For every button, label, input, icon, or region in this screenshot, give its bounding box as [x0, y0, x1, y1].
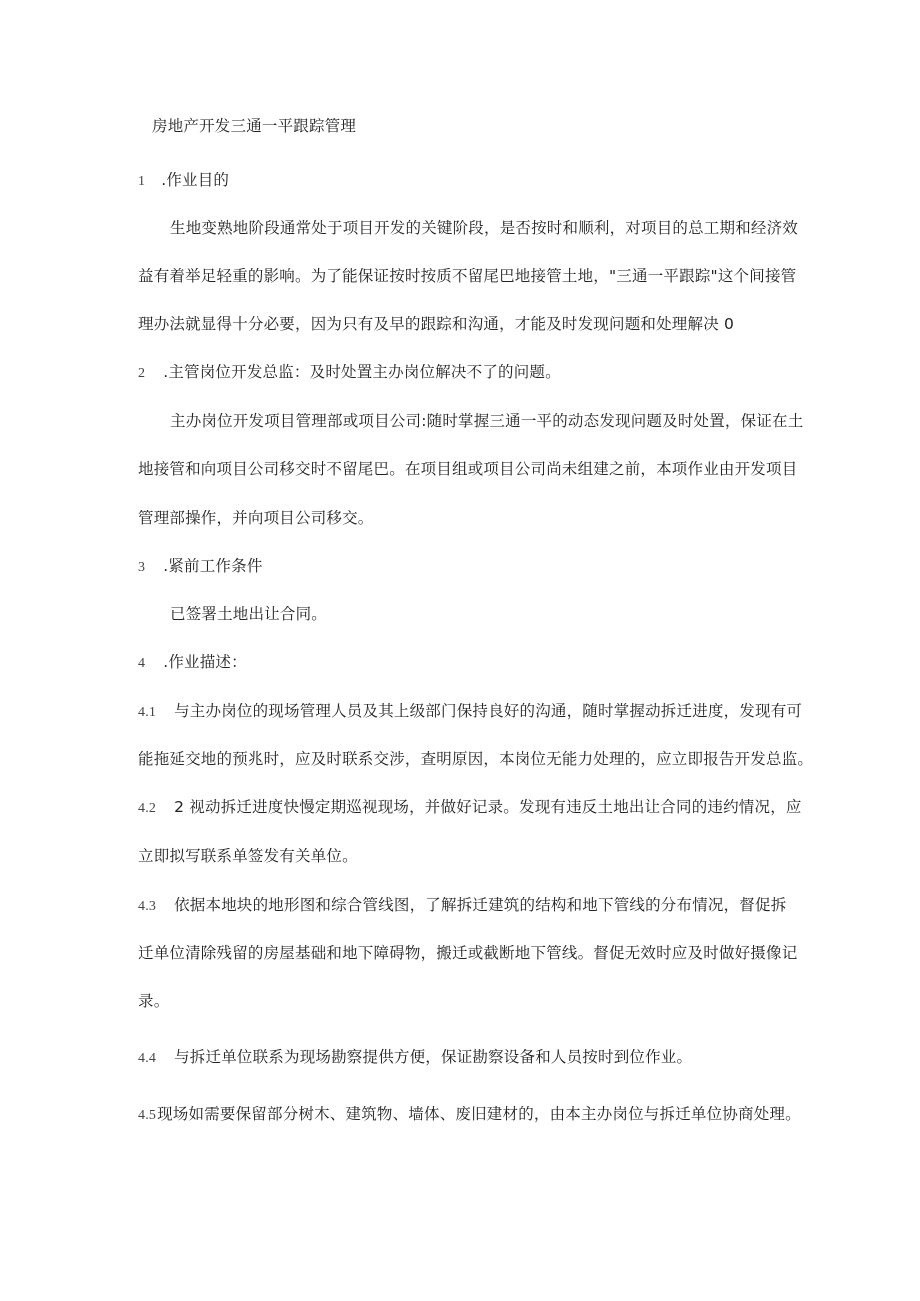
paragraph-line: 管理部操作，并向项目公司移交。	[138, 509, 374, 527]
section-number: 1	[138, 174, 146, 189]
section-number: 4	[138, 656, 146, 671]
section-heading-text: .作业目的	[161, 171, 230, 189]
item-text: 现场如需要保留部分树木、建筑物、墙体、废旧建材的，由本主办岗位与拆迁单位协商处理。	[157, 1105, 801, 1123]
document-title: 房地产开发三通一平跟踪管理	[152, 117, 357, 135]
paragraph-line: 立即拟写联系单签发有关单位。	[138, 847, 358, 865]
section-heading-4	[138, 652, 247, 674]
item-number: 4.4	[138, 1051, 157, 1066]
item-text: 2 视动拆迁进度快慢定期巡视现场，并做好记录。发现有违反土地出让合同的违约情况，应	[174, 798, 802, 816]
list-item-4-3	[138, 895, 786, 917]
paragraph-line: 已签署土地出让合同。	[170, 605, 328, 623]
paragraph-line: 主办岗位开发项目管理部或项目公司:随时掌握三通一平的动态发现问题及时处置，保证在土	[170, 412, 804, 430]
item-number: 4.5	[138, 1108, 157, 1123]
section-number: 2	[138, 366, 146, 381]
item-number: 4.3	[138, 899, 157, 914]
section-number: 3	[138, 560, 146, 575]
list-item-4-5	[138, 1104, 801, 1126]
section-heading-1	[138, 170, 229, 192]
section-heading-2	[138, 362, 561, 384]
section-heading-text: .作业描述：	[163, 653, 247, 671]
item-text: 与主办岗位的现场管理人员及其上级部门保持良好的沟通，随时掌握动拆迁进度，发现有可	[174, 702, 803, 720]
list-item-4-4	[138, 1047, 692, 1069]
paragraph-line: 生地变熟地阶段通常处于项目开发的关键阶段，是否按时和顺利，对项目的总工期和经济效	[170, 219, 799, 237]
paragraph-line: 地接管和向项目公司移交时不留尾巴。在项目组或项目公司尚未组建之前，本项作业由开发项目	[138, 460, 798, 478]
paragraph-line: 录。	[138, 992, 170, 1010]
paragraph-line: 益有着举足轻重的影响。为了能保证按时按质不留尾巴地接管土地，"三通一平跟踪"这个间接管	[138, 267, 797, 285]
paragraph-line: 迁单位清除残留的房屋基础和地下障碍物，搬迁或截断地下管线。督促无效时应及时做好摄像记	[138, 944, 798, 962]
section-heading-text: .紧前工作条件	[163, 557, 263, 575]
item-number: 4.2	[138, 801, 157, 816]
paragraph-line: 理办法就显得十分必要，因为只有及早的跟踪和沟通，才能及时发现问题和处理解决 0	[138, 315, 735, 333]
section-heading-3	[138, 556, 263, 578]
list-item-4-2	[138, 797, 802, 819]
paragraph-line: 能拖延交地的预兆时，应及时联系交涉，查明原因，本岗位无能力处理的，应立即报告开发总监。	[138, 750, 814, 768]
item-text: 与拆迁单位联系为现场勘察提供方便，保证勘察设备和人员按时到位作业。	[174, 1048, 693, 1066]
list-item-4-1	[138, 701, 802, 723]
section-heading-text: .主管岗位开发总监：及时处置主办岗位解决不了的问题。	[163, 363, 561, 381]
item-text: 依据本地块的地形图和综合管线图，了解拆迁建筑的结构和地下管线的分布情况，督促拆	[174, 896, 787, 914]
item-number: 4.1	[138, 705, 157, 720]
